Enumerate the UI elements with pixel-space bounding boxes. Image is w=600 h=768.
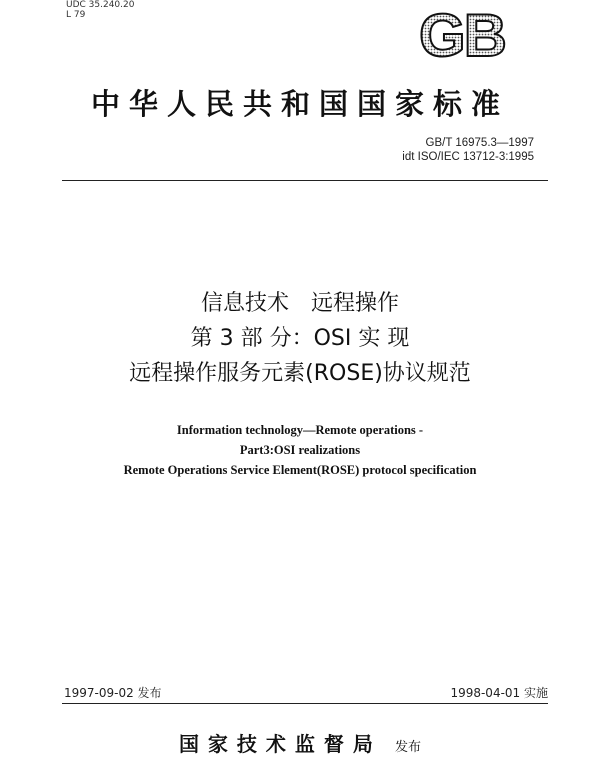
chinese-title-line-3: 远程操作服务元素(ROSE)协议规范	[129, 361, 471, 386]
bottom-divider	[62, 703, 548, 704]
adoption-reference: idt ISO/IEC 13712-3:1995	[402, 151, 534, 163]
ccs-code: L 79	[66, 10, 86, 20]
chinese-title-line-2: 第 3 部 分：OSI 实 现	[190, 326, 410, 351]
standard-title: 中华人民共和国国家标准	[90, 87, 509, 121]
issue-date: 1997-09-02 发布	[64, 686, 162, 700]
gb-logo-text: GB	[419, 6, 505, 60]
chinese-title	[0, 286, 600, 391]
standard-number-block	[402, 136, 534, 164]
udc-code: UDC 35.240.20	[66, 0, 135, 10]
publisher	[0, 728, 600, 757]
standard-number: GB/T 16975.3—1997	[425, 137, 534, 149]
english-title-line-3: Remote Operations Service Element(ROSE) protocol specification	[123, 463, 477, 477]
chinese-title-line-1: 信息技术 远程操作	[200, 291, 399, 316]
english-title-line-2: Part3:OSI realizations	[239, 443, 361, 457]
english-title	[0, 420, 600, 480]
publisher-label: 发布	[395, 740, 422, 755]
english-title-line-1: Information technology—Remote operations -	[176, 423, 424, 437]
publisher-organization: 国家技术监督局	[178, 732, 382, 756]
classification-codes	[66, 0, 134, 20]
gb-logo	[406, 6, 518, 60]
implementation-date: 1998-04-01 实施	[450, 686, 548, 700]
top-divider	[62, 180, 548, 181]
